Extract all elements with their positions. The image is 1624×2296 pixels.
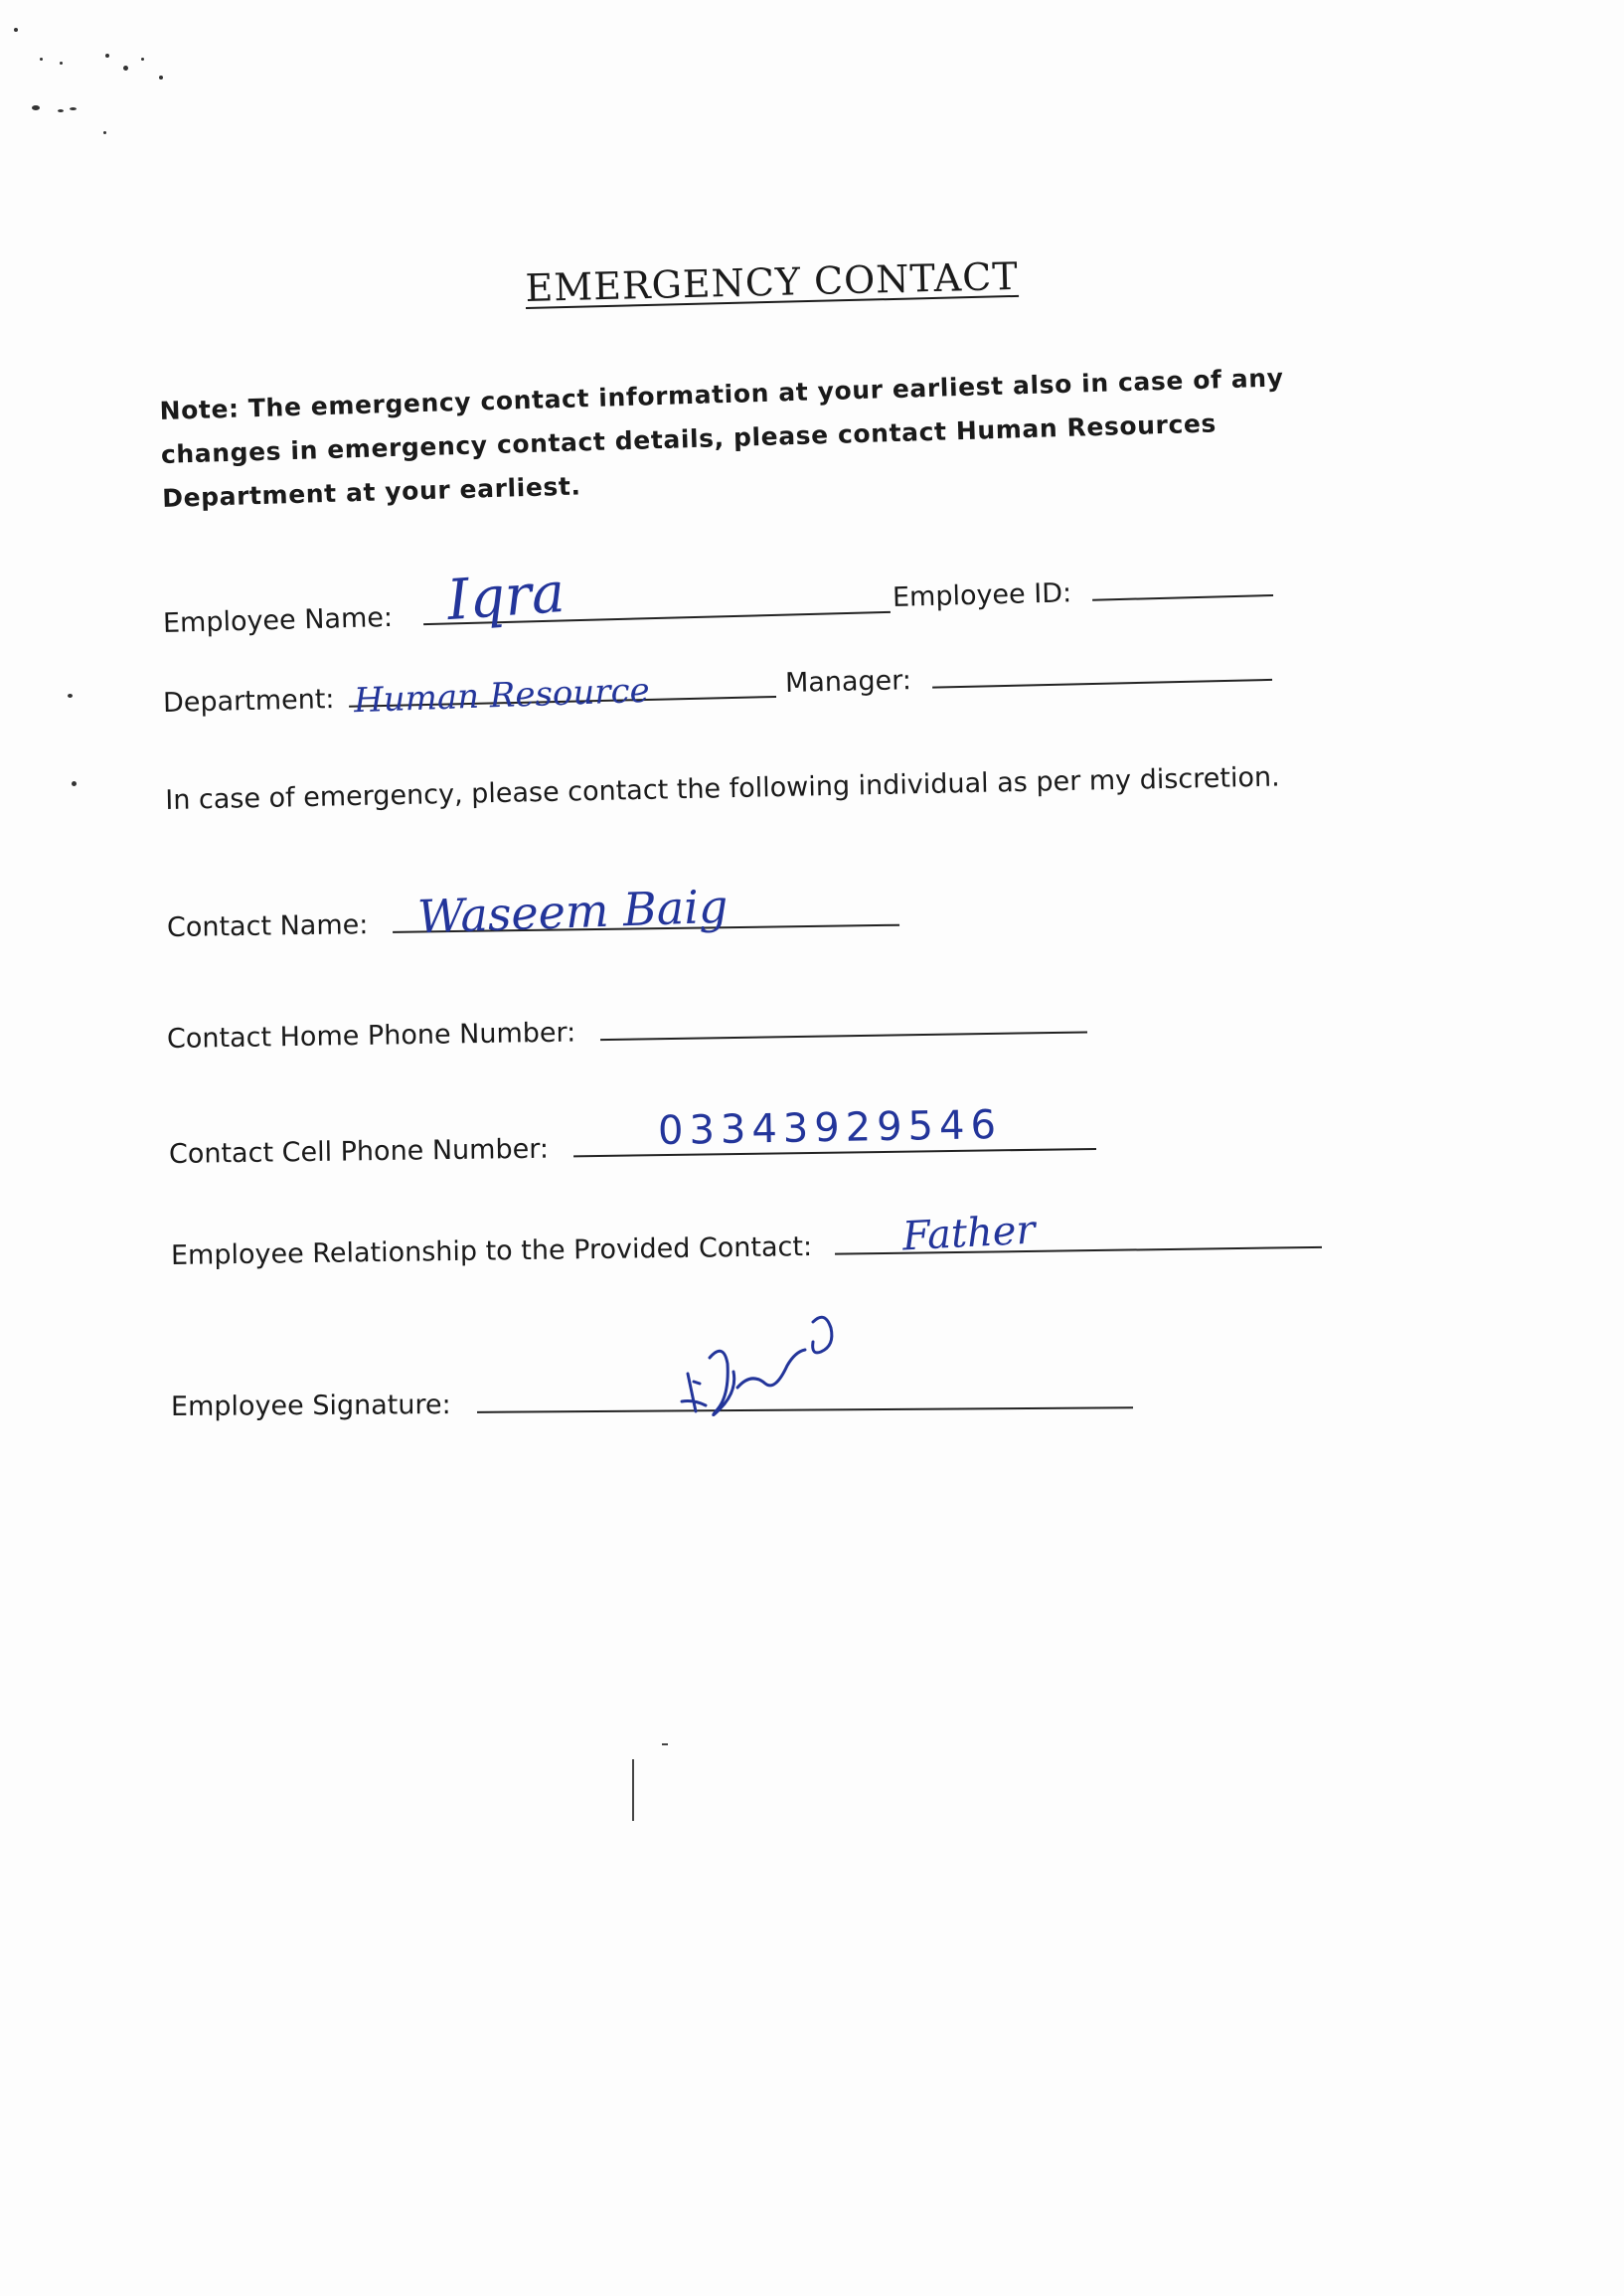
scan-speck (159, 76, 163, 80)
scan-speck (105, 54, 109, 58)
employee-name-value: Iqra (444, 560, 568, 634)
contact-name-value: Waseem Baig (416, 879, 730, 944)
employee-id-row (893, 573, 1273, 613)
signature-label: Employee Signature: (170, 1390, 451, 1422)
scan-speck (70, 107, 77, 110)
signature-row (171, 1385, 1133, 1422)
scan-speck (68, 694, 73, 698)
signature-stroke (813, 1317, 832, 1353)
scan-speck (103, 131, 106, 134)
scan-mark (662, 1743, 668, 1745)
relationship-row (171, 1225, 1322, 1271)
scan-speck (60, 62, 63, 65)
contact-name-label: Contact Name: (166, 909, 369, 943)
contact-home-phone-field[interactable] (600, 1030, 1087, 1041)
scan-speck (123, 66, 128, 71)
employee-name-label: Employee Name: (162, 601, 394, 639)
contact-cell-phone-label: Contact Cell Phone Number: (168, 1133, 550, 1170)
scan-speck (58, 109, 64, 112)
scan-speck (14, 28, 18, 32)
employee-id-label: Employee ID: (892, 577, 1072, 613)
instruction-text: In case of emergency, please contact the following individual as per my discretion. (165, 761, 1280, 816)
manager-field[interactable] (932, 678, 1272, 689)
signature-stroke (737, 1350, 805, 1388)
relationship-value: Father (900, 1207, 1037, 1260)
handwritten-signature (676, 1302, 855, 1431)
form-note: Note: The emergency contact information at your earliest also in case of any changes in emergency contact details, please contact Human Resources Department at your earliest. (159, 363, 1284, 513)
contact-cell-phone-value: 03343929546 (657, 1101, 1003, 1155)
signature-stroke (710, 1351, 734, 1414)
relationship-label: Employee Relationship to the Provided Contact: (170, 1230, 813, 1271)
department-label: Department: (162, 684, 335, 719)
contact-home-phone-label: Contact Home Phone Number: (166, 1017, 576, 1055)
manager-label: Manager: (784, 665, 912, 699)
scan-mark (632, 1759, 634, 1821)
scan-speck (40, 58, 43, 61)
scan-speck (32, 105, 40, 110)
form-title: EMERGENCY CONTACT (525, 253, 1020, 310)
contact-home-phone-row (167, 1009, 1087, 1055)
scan-speck (141, 58, 144, 61)
employee-id-field[interactable] (1092, 593, 1273, 601)
manager-row (785, 657, 1272, 699)
scan-speck (72, 781, 77, 786)
department-value: Human Resource (353, 670, 651, 722)
signature-stroke (694, 1382, 700, 1384)
signature-stroke (682, 1374, 706, 1411)
